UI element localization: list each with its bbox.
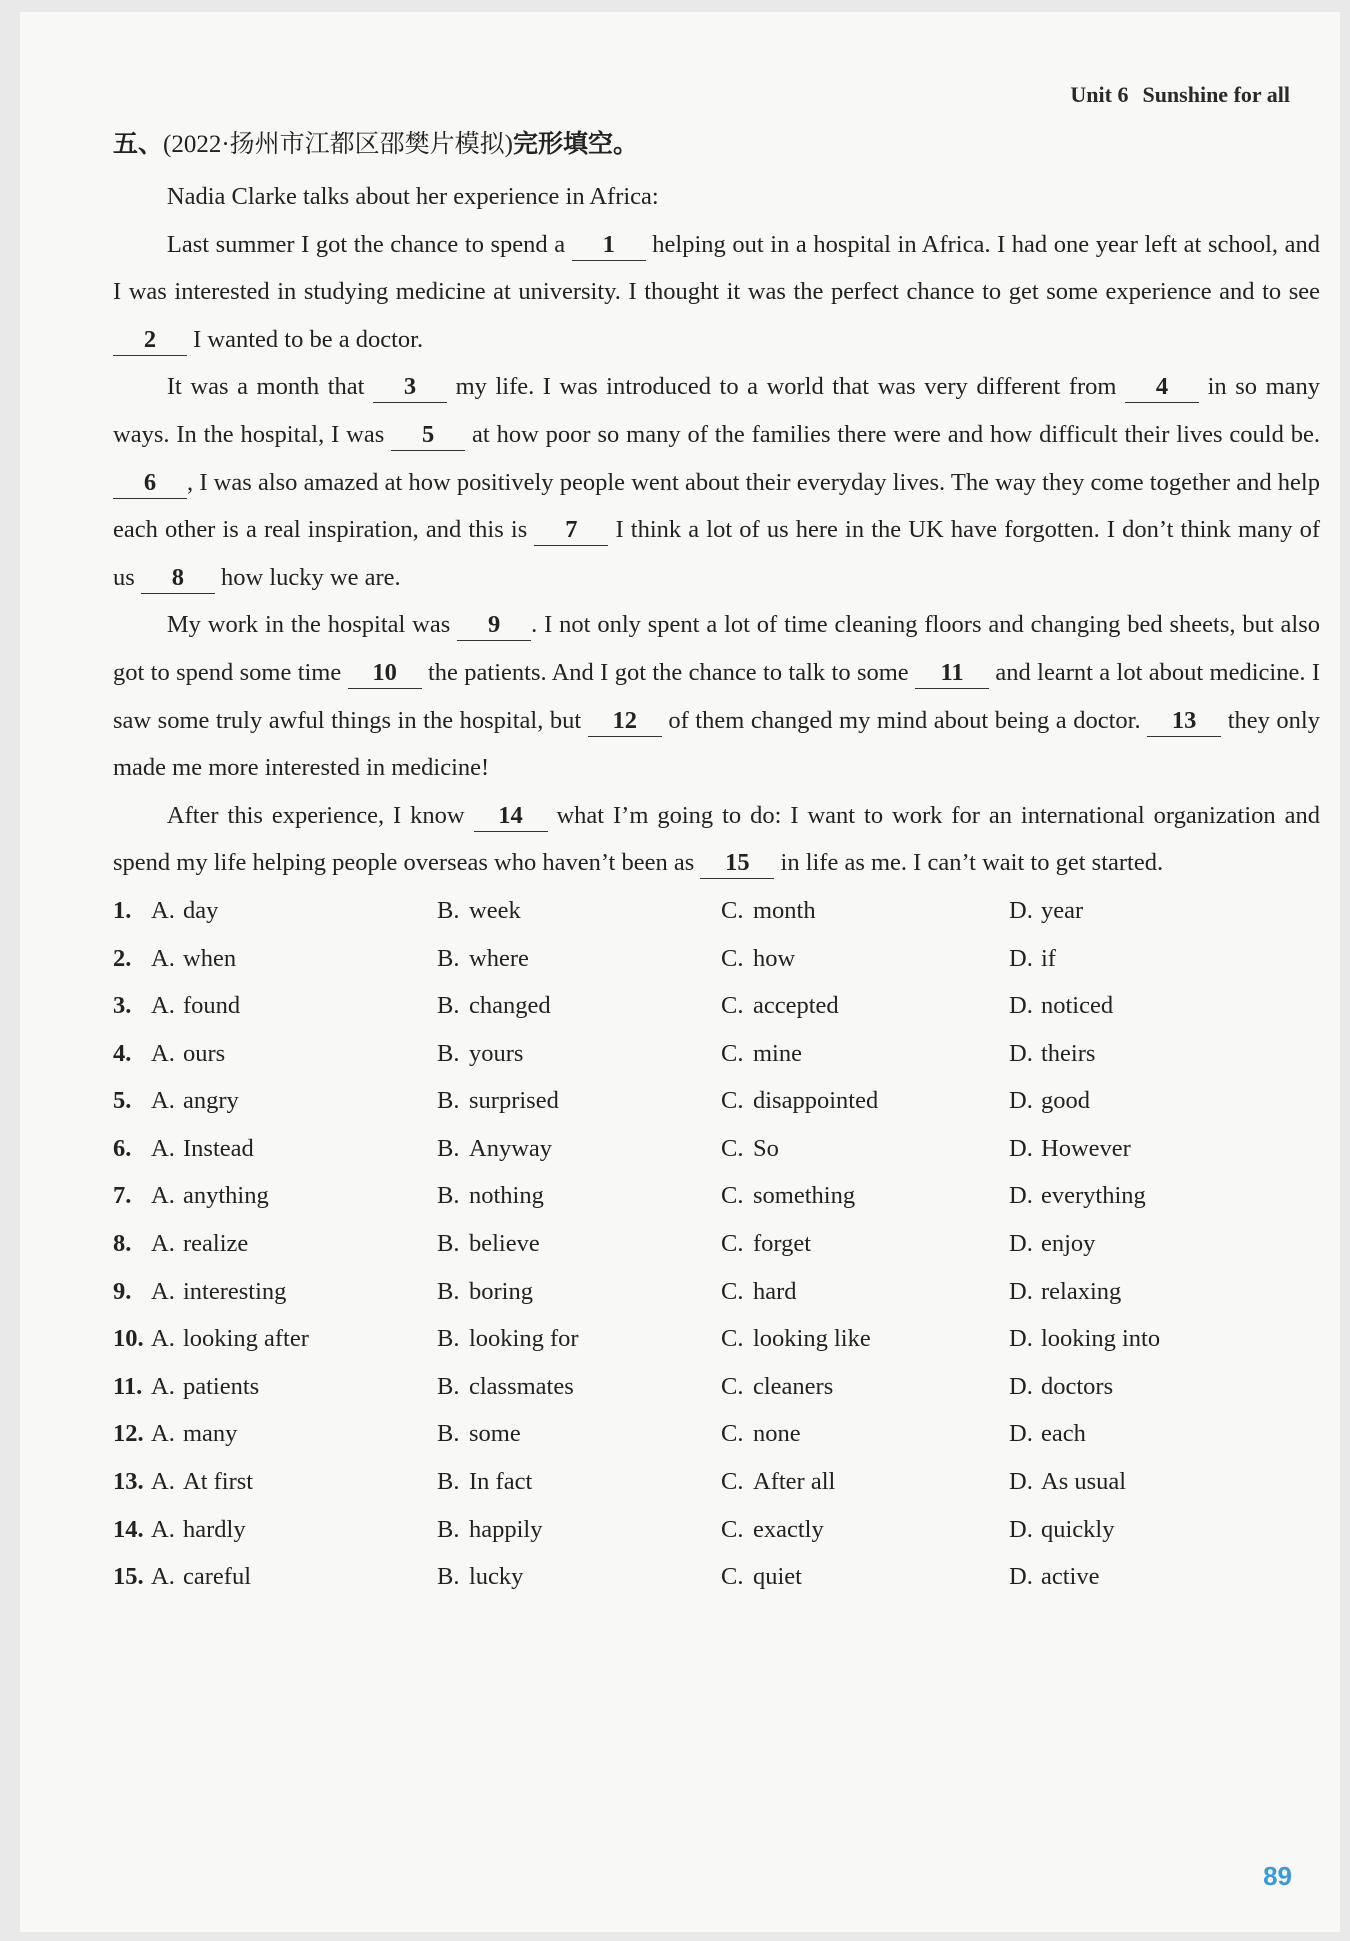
question-row	[113, 1363, 1320, 1411]
option-text: good	[1041, 1087, 1090, 1115]
passage-text: , I was also amazed at how positively people went about their everyday lives. The way they come together and help each other is a real inspiration, and this is	[113, 468, 1320, 544]
option-letter: B.	[437, 992, 460, 1020]
option-text: anything	[183, 1182, 269, 1210]
option-choice[interactable]	[113, 935, 437, 983]
option-choice[interactable]	[437, 1172, 721, 1220]
passage-text: It was a month that	[166, 373, 374, 401]
option-letter: D.	[1009, 1515, 1033, 1543]
question-number: 5.	[113, 1087, 132, 1115]
option-letter: A.	[151, 1468, 175, 1496]
option-choice[interactable]	[1009, 1125, 1289, 1173]
question-row	[113, 1410, 1320, 1458]
passage-text: of them changed my mind about being a doctor.	[661, 706, 1148, 734]
passage-paragraph	[113, 601, 1320, 791]
option-choice[interactable]	[721, 935, 1009, 983]
option-text: yours	[469, 1039, 524, 1067]
option-choice[interactable]	[721, 1030, 1009, 1078]
option-choice[interactable]	[437, 1363, 721, 1411]
option-letter: B.	[437, 1468, 460, 1496]
passage-intro: Nadia Clarke talks about her experience in Africa:	[166, 183, 659, 210]
option-choice[interactable]	[721, 887, 1009, 935]
question-row	[113, 1506, 1320, 1554]
option-letter: A.	[151, 944, 175, 972]
option-text: quiet	[753, 1563, 802, 1591]
question-row	[113, 1458, 1320, 1506]
option-text: how	[753, 944, 796, 972]
option-letter: D.	[1009, 1563, 1033, 1591]
option-text: month	[753, 896, 816, 924]
option-letter: C.	[721, 1372, 744, 1400]
option-text: After all	[753, 1468, 836, 1496]
question-row	[113, 1030, 1320, 1078]
option-text: enjoy	[1041, 1230, 1096, 1258]
passage-text: what I’m going to do: I want to work for an international organization and spend my life helping people overseas who haven’t been as	[113, 801, 1320, 877]
option-choice[interactable]	[1009, 1553, 1289, 1601]
answer-blank[interactable]: 10	[348, 658, 422, 689]
option-letter: D.	[1009, 1420, 1033, 1448]
option-text: disappointed	[753, 1087, 879, 1115]
passage-text: Last summer I got the chance to spend a	[166, 230, 572, 258]
option-letter: A.	[151, 1134, 175, 1162]
option-letter: D.	[1009, 944, 1033, 972]
option-letter: C.	[721, 944, 744, 972]
option-letter: D.	[1009, 1372, 1033, 1400]
option-choice[interactable]	[721, 1553, 1009, 1601]
option-letter: D.	[1009, 896, 1033, 924]
question-number: 4.	[113, 1039, 132, 1067]
option-choice[interactable]	[437, 1030, 721, 1078]
option-choice[interactable]	[113, 1315, 437, 1363]
option-letter: A.	[151, 1563, 175, 1591]
option-text: looking like	[753, 1325, 871, 1353]
option-letter: A.	[151, 1325, 175, 1353]
option-choice[interactable]	[1009, 1315, 1289, 1363]
option-text: some	[469, 1420, 521, 1448]
option-text: looking after	[183, 1325, 309, 1353]
option-text: lucky	[469, 1563, 524, 1591]
unit-title: Sunshine for all	[1142, 82, 1290, 107]
option-letter: D.	[1009, 1039, 1033, 1067]
option-letter: C.	[721, 1087, 744, 1115]
answer-blank[interactable]: 3	[373, 372, 447, 403]
answer-blank[interactable]: 13	[1147, 706, 1221, 737]
option-choice[interactable]	[113, 887, 437, 935]
section-label: 五、	[113, 131, 164, 158]
option-choice[interactable]	[1009, 1410, 1289, 1458]
option-letter: A.	[151, 1230, 175, 1258]
option-choice[interactable]	[437, 935, 721, 983]
answer-blank[interactable]: 4	[1125, 372, 1199, 403]
option-choice[interactable]	[721, 1125, 1009, 1173]
option-text: something	[753, 1182, 856, 1210]
question-number: 7.	[113, 1182, 132, 1210]
option-text: However	[1041, 1134, 1131, 1162]
question-number: 14.	[113, 1515, 144, 1543]
option-text: At first	[183, 1468, 254, 1496]
option-choice[interactable]	[1009, 1220, 1289, 1268]
option-choice[interactable]	[721, 1506, 1009, 1554]
option-text: where	[469, 944, 529, 972]
option-choice[interactable]	[1009, 887, 1289, 935]
option-text: boring	[469, 1277, 533, 1305]
question-row	[113, 1220, 1320, 1268]
option-choice[interactable]	[721, 982, 1009, 1030]
option-choice[interactable]	[113, 1125, 437, 1173]
option-choice[interactable]	[437, 1506, 721, 1554]
answer-blank[interactable]: 12	[588, 706, 662, 737]
option-text: Instead	[183, 1134, 254, 1162]
option-letter: A.	[151, 1087, 175, 1115]
question-number: 8.	[113, 1230, 132, 1258]
section-heading	[113, 125, 1320, 165]
option-text: As usual	[1041, 1468, 1127, 1496]
option-text: week	[469, 896, 521, 924]
option-text: In fact	[469, 1468, 533, 1496]
option-letter: C.	[721, 992, 744, 1020]
passage-text: My work in the hospital was	[166, 611, 458, 639]
passage	[113, 221, 1320, 887]
option-letter: B.	[437, 1420, 460, 1448]
passage-text: in life as me. I can’t wait to get started.	[774, 849, 1164, 877]
option-text: looking into	[1041, 1325, 1161, 1353]
option-text: realize	[183, 1230, 249, 1258]
option-text: looking for	[469, 1325, 579, 1353]
question-row	[113, 887, 1320, 935]
option-letter: C.	[721, 1230, 744, 1258]
question-row	[113, 1553, 1320, 1601]
question-row	[113, 1315, 1320, 1363]
option-text: mine	[753, 1039, 802, 1067]
option-letter: B.	[437, 1372, 460, 1400]
option-text: doctors	[1041, 1372, 1114, 1400]
answer-blank[interactable]: 14	[474, 801, 548, 832]
option-choice[interactable]	[437, 1315, 721, 1363]
option-letter: D.	[1009, 1468, 1033, 1496]
section-task: 完形填空。	[513, 131, 639, 158]
passage-text: I wanted to be a doctor.	[187, 325, 424, 353]
option-letter: A.	[151, 1039, 175, 1067]
question-row	[113, 982, 1320, 1030]
question-number: 3.	[113, 992, 132, 1020]
option-letter: D.	[1009, 1182, 1033, 1210]
option-text: Anyway	[469, 1134, 553, 1162]
option-choice[interactable]	[721, 1268, 1009, 1316]
option-choice[interactable]	[437, 1268, 721, 1316]
option-letter: D.	[1009, 992, 1033, 1020]
option-text: surprised	[469, 1087, 559, 1115]
option-text: accepted	[753, 992, 839, 1020]
option-text: when	[183, 944, 237, 972]
answer-blank[interactable]: 9	[457, 610, 531, 641]
question-row	[113, 1172, 1320, 1220]
option-choice[interactable]	[437, 1125, 721, 1173]
option-letter: B.	[437, 1563, 460, 1591]
option-text: theirs	[1041, 1039, 1096, 1067]
option-letter: C.	[721, 1325, 744, 1353]
answer-options	[113, 887, 1320, 1601]
option-choice[interactable]	[437, 982, 721, 1030]
option-text: if	[1041, 944, 1056, 972]
option-letter: B.	[437, 944, 460, 972]
page-number: 89	[1263, 1861, 1292, 1891]
passage-text: the patients. And I got the chance to talk to some	[421, 658, 916, 686]
option-letter: C.	[721, 1420, 744, 1448]
option-letter: D.	[1009, 1325, 1033, 1353]
answer-blank[interactable]: 8	[141, 563, 215, 594]
option-text: cleaners	[753, 1372, 834, 1400]
option-choice[interactable]	[1009, 1077, 1289, 1125]
option-letter: A.	[151, 1515, 175, 1543]
option-choice[interactable]	[1009, 1268, 1289, 1316]
option-choice[interactable]	[113, 1268, 437, 1316]
option-choice[interactable]	[1009, 982, 1289, 1030]
question-row	[113, 935, 1320, 983]
option-choice[interactable]	[113, 1553, 437, 1601]
answer-blank[interactable]: 5	[391, 420, 465, 451]
question-number: 10.	[113, 1325, 144, 1353]
question-number: 15.	[113, 1563, 144, 1591]
option-letter: D.	[1009, 1230, 1033, 1258]
passage-text: I think a lot of us here in the UK have forgotten. I don’t think many of us	[113, 516, 1320, 591]
passage-text: in so many ways. In the hospital, I was	[113, 373, 1320, 448]
option-text: everything	[1041, 1182, 1146, 1210]
option-text: classmates	[469, 1372, 574, 1400]
question-number: 6.	[113, 1134, 132, 1162]
option-text: forget	[753, 1230, 812, 1258]
option-letter: C.	[721, 1039, 744, 1067]
passage-text: After this experience, I know	[166, 801, 474, 829]
passage-paragraph	[113, 221, 1320, 364]
option-letter: B.	[437, 1134, 460, 1162]
option-text: changed	[469, 992, 551, 1020]
option-text: hard	[753, 1277, 797, 1305]
question-number: 2.	[113, 944, 132, 972]
unit-label: Unit 6	[1070, 82, 1129, 107]
option-letter: C.	[721, 1134, 744, 1162]
option-text: day	[183, 896, 219, 924]
option-letter: A.	[151, 1372, 175, 1400]
question-row	[113, 1268, 1320, 1316]
option-choice[interactable]	[113, 982, 437, 1030]
option-choice[interactable]	[437, 1077, 721, 1125]
option-choice[interactable]	[113, 1363, 437, 1411]
option-text: none	[753, 1420, 801, 1448]
option-text: nothing	[469, 1182, 544, 1210]
option-text: relaxing	[1041, 1277, 1122, 1305]
answer-blank[interactable]: 15	[700, 848, 774, 879]
option-text: So	[753, 1134, 779, 1162]
option-text: found	[183, 992, 241, 1020]
option-choice[interactable]	[437, 1410, 721, 1458]
question-number: 9.	[113, 1277, 132, 1305]
passage-text: and learnt a lot about medicine. I saw some truly awful things in the hospital, but	[113, 658, 1320, 734]
option-text: year	[1041, 896, 1084, 924]
option-text: patients	[183, 1372, 260, 1400]
passage-text: helping out in a hospital in Africa. I had one year left at school, and I was interested in studying medicine at university. I thought it was the perfect chance to get some experience and to see	[113, 230, 1320, 306]
option-text: quickly	[1041, 1515, 1115, 1543]
passage-paragraph	[113, 363, 1320, 601]
option-letter: C.	[721, 1277, 744, 1305]
option-letter: A.	[151, 992, 175, 1020]
option-choice[interactable]	[113, 1410, 437, 1458]
option-choice[interactable]	[1009, 1458, 1289, 1506]
question-number: 12.	[113, 1420, 144, 1448]
passage-paragraph	[113, 792, 1320, 887]
option-choice[interactable]	[437, 1553, 721, 1601]
option-letter: B.	[437, 1277, 460, 1305]
option-letter: A.	[151, 1420, 175, 1448]
question-number: 13.	[113, 1468, 144, 1496]
answer-blank[interactable]: 6	[113, 468, 187, 499]
option-letter: C.	[721, 1182, 744, 1210]
option-choice[interactable]	[721, 1315, 1009, 1363]
option-letter: C.	[721, 896, 744, 924]
option-letter: C.	[721, 1563, 744, 1591]
option-text: noticed	[1041, 992, 1114, 1020]
option-letter: C.	[721, 1468, 744, 1496]
question-row	[113, 1125, 1320, 1173]
option-choice[interactable]	[721, 1410, 1009, 1458]
option-text: careful	[183, 1563, 251, 1591]
option-letter: D.	[1009, 1277, 1033, 1305]
option-choice[interactable]	[721, 1220, 1009, 1268]
option-text: active	[1041, 1563, 1100, 1591]
passage-text: how lucky we are.	[214, 563, 401, 591]
option-text: believe	[469, 1230, 540, 1258]
answer-blank[interactable]: 1	[572, 230, 646, 261]
option-letter: B.	[437, 1230, 460, 1258]
option-choice[interactable]	[113, 1220, 437, 1268]
option-letter: A.	[151, 1182, 175, 1210]
option-text: each	[1041, 1420, 1086, 1448]
option-text: ours	[183, 1039, 226, 1067]
section-source: (2022·扬州市江都区邵樊片模拟)	[163, 131, 513, 158]
option-letter: B.	[437, 1325, 460, 1353]
passage-text: . I not only spent a lot of time cleaning floors and changing bed sheets, but also got to spend some time	[113, 611, 1320, 686]
option-choice[interactable]	[1009, 1363, 1289, 1411]
option-text: hardly	[183, 1515, 246, 1543]
option-choice[interactable]	[437, 887, 721, 935]
option-text: exactly	[753, 1515, 824, 1543]
option-choice[interactable]	[1009, 1030, 1289, 1078]
question-number: 11.	[113, 1372, 143, 1400]
answer-blank[interactable]: 7	[534, 515, 608, 546]
option-choice[interactable]	[113, 1030, 437, 1078]
option-choice[interactable]	[113, 1506, 437, 1554]
answer-blank[interactable]: 2	[113, 325, 187, 356]
option-letter: A.	[151, 896, 175, 924]
page	[20, 12, 1340, 1932]
option-choice[interactable]	[437, 1458, 721, 1506]
option-choice[interactable]	[721, 1458, 1009, 1506]
option-text: many	[183, 1420, 238, 1448]
option-choice[interactable]	[721, 1363, 1009, 1411]
option-choice[interactable]	[1009, 1172, 1289, 1220]
option-choice[interactable]	[113, 1077, 437, 1125]
passage-text: my life. I was introduced to a world that was very different from	[447, 373, 1126, 401]
option-text: angry	[183, 1087, 239, 1115]
exercise-content	[113, 125, 1320, 1601]
option-letter: A.	[151, 1277, 175, 1305]
option-letter: B.	[437, 1182, 460, 1210]
option-letter: B.	[437, 1515, 460, 1543]
option-letter: C.	[721, 1515, 744, 1543]
option-choice[interactable]	[1009, 1506, 1289, 1554]
option-letter: D.	[1009, 1087, 1033, 1115]
passage-text: at how poor so many of the families there were and how difficult their lives could be.	[465, 420, 1320, 448]
option-choice[interactable]	[721, 1172, 1009, 1220]
question-row	[113, 1077, 1320, 1125]
option-choice[interactable]	[1009, 935, 1289, 983]
passage-text: they only made me more interested in medicine!	[113, 706, 1320, 782]
option-choice[interactable]	[721, 1077, 1009, 1125]
answer-blank[interactable]: 11	[915, 658, 989, 689]
option-letter: D.	[1009, 1134, 1033, 1162]
option-text: interesting	[183, 1277, 287, 1305]
option-choice[interactable]	[113, 1458, 437, 1506]
option-letter: B.	[437, 1087, 460, 1115]
option-letter: B.	[437, 1039, 460, 1067]
option-letter: B.	[437, 896, 460, 924]
option-text: happily	[469, 1515, 543, 1543]
option-choice[interactable]	[113, 1172, 437, 1220]
option-choice[interactable]	[437, 1220, 721, 1268]
question-number: 1.	[113, 896, 132, 924]
running-header	[1070, 82, 1290, 108]
